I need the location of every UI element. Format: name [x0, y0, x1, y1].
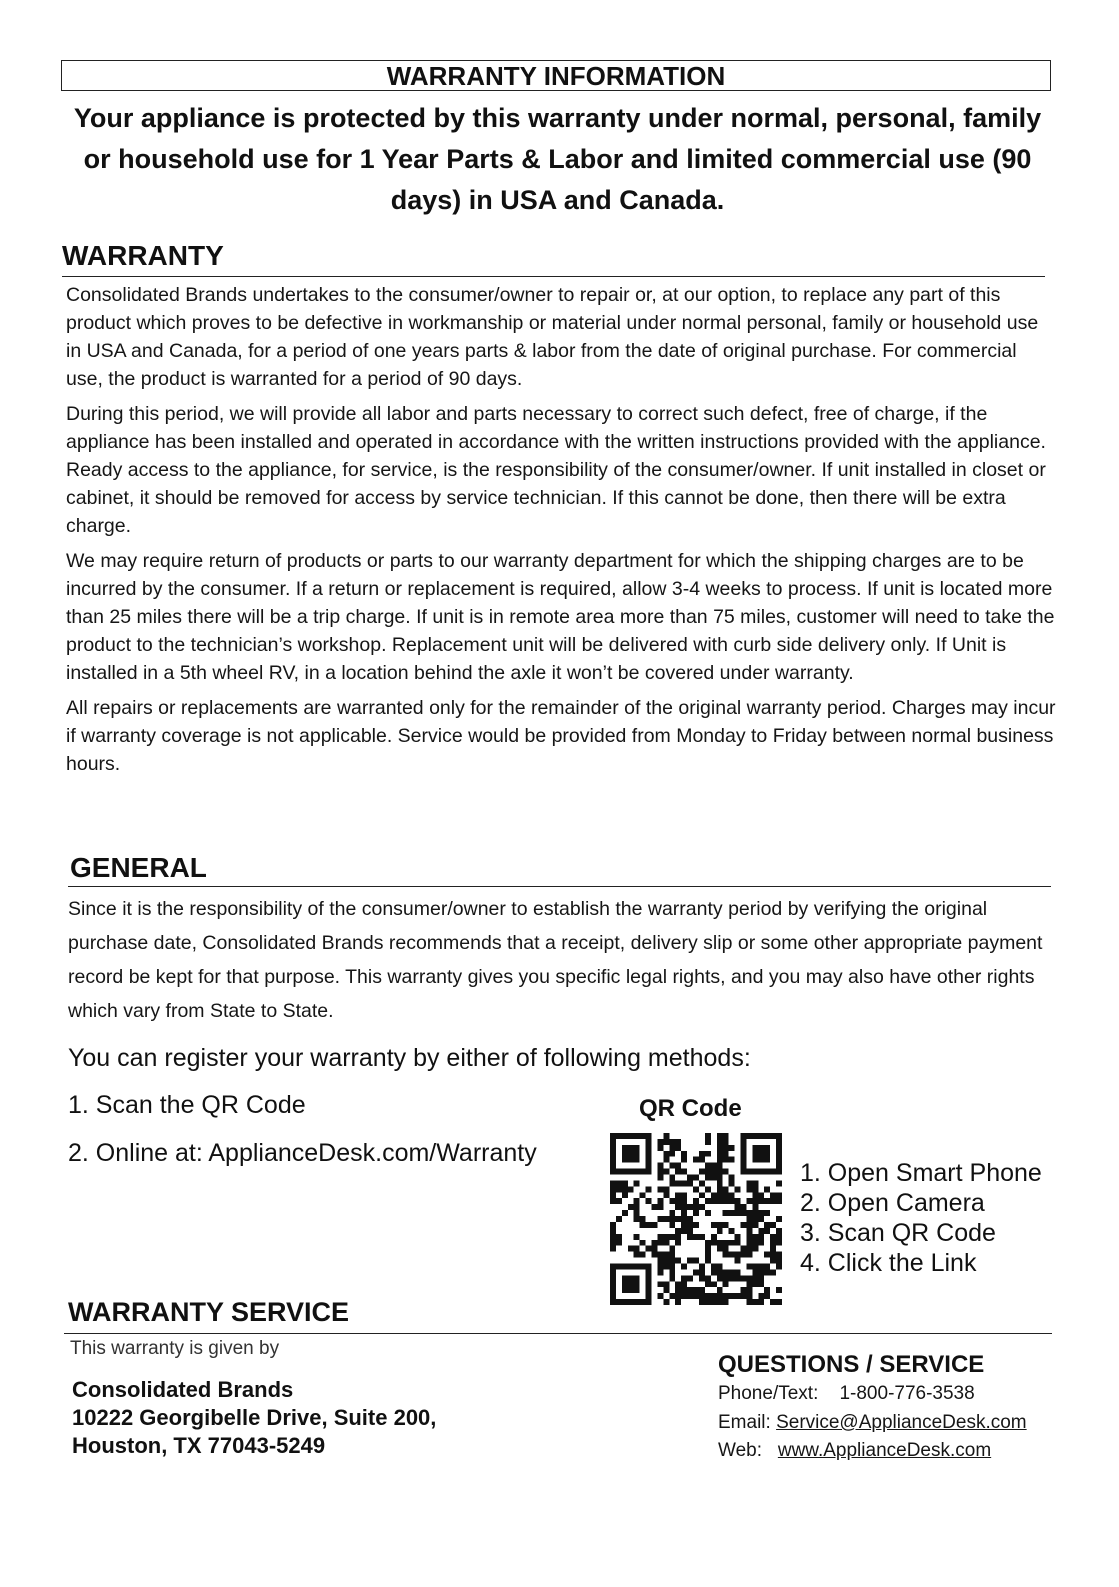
- warranty-paragraph: During this period, we will provide all labor and parts necessary to correct such defect, free of charge, if the appliance has been installed and operated in accordance with the written instructions provided with the appliance. Ready access to the appliance, for service, is the responsibility of the consumer/owner. If unit installed in closet or cabinet, it should be removed for access by service technician. If this cannot be done, then there will be extra charge.: [66, 403, 1046, 537]
- company-address: [72, 1376, 436, 1460]
- warranty-heading: WARRANTY: [62, 240, 224, 271]
- page-title: WARRANTY INFORMATION: [61, 60, 1051, 91]
- warranty-paragraph: All repairs or replacements are warranted only for the remainder of the original warranty period. Charges may incur if warranty coverage is not applicable. Service would be provided from Monday to Friday between normal business hours.: [66, 697, 1056, 775]
- phone-label: Phone/Text:: [718, 1383, 819, 1404]
- qr-code-icon: [610, 1133, 782, 1305]
- warranty-divider: [62, 276, 1045, 277]
- general-body: Since it is the responsibility of the consumer/owner to establish the warranty period by verifying the original purchase date, Consolidated Brands recommends that a receipt, delivery slip or some other appropriate payment record be kept for that purpose. This warranty gives you specific legal rights, and you may also have other rights which vary from State to State.: [68, 898, 1043, 1022]
- intro-statement: Your appliance is protected by this warranty under normal, personal, family or household use for 1 Year Parts & Labor and limited commercial use (90 days) in USA and Canada.: [73, 103, 1042, 215]
- qr-steps: [800, 1158, 1042, 1278]
- service-divider: [64, 1333, 1052, 1334]
- web-row: [718, 1439, 991, 1463]
- email-row: [718, 1411, 1027, 1435]
- qr-code[interactable]: [610, 1133, 782, 1305]
- warranty-paragraph: We may require return of products or parts to our warranty department for which the shipping charges are to be incurred by the consumer. If a return or replacement is required, allow 3-4 weeks to process. If unit is located more than 25 miles there will be a trip charge. If unit is in remote area more than 75 miles, customer will need to take the product to the technician’s workshop. Replacement unit will be delivered with curb side delivery only. If Unit is installed in a 5th wheel RV, in a location behind the axle it won’t be covered under warranty.: [66, 550, 1055, 684]
- company-street: 10222 Georgibelle Drive, Suite 200,: [72, 1405, 437, 1430]
- phone-row: [718, 1382, 975, 1406]
- qr-step: 1. Open Smart Phone: [800, 1159, 1042, 1187]
- register-intro: You can register your warranty by either of following methods:: [68, 1044, 751, 1072]
- method-qr: 1. Scan the QR Code: [68, 1091, 306, 1119]
- company-name: Consolidated Brands: [72, 1377, 294, 1402]
- qr-title: QR Code: [639, 1095, 742, 1122]
- questions-title: QUESTIONS / SERVICE: [718, 1351, 985, 1378]
- qr-step: 4. Click the Link: [800, 1249, 977, 1277]
- phone-number[interactable]: 1-800-776-3538: [839, 1383, 975, 1404]
- web-link[interactable]: www.ApplianceDesk.com: [777, 1440, 992, 1461]
- email-link[interactable]: Service@ApplianceDesk.com: [776, 1412, 1027, 1433]
- method-online: 2. Online at: ApplianceDesk.com/Warranty: [68, 1139, 537, 1167]
- qr-step: 2. Open Camera: [800, 1189, 985, 1217]
- company-city: Houston, TX 77043-5249: [72, 1433, 326, 1458]
- general-heading: GENERAL: [70, 852, 207, 883]
- general-divider: [68, 886, 1051, 887]
- warranty-paragraph: Consolidated Brands undertakes to the consumer/owner to repair or, at our option, to replace any part of this product which proves to be defective in workmanship or material under normal personal, family or household use in USA and Canada, for a period of one years parts & labor from the date of original purchase. For commercial use, the product is warranted for a period of 90 days.: [66, 284, 1039, 390]
- qr-step: 3. Scan QR Code: [800, 1219, 996, 1247]
- email-label: Email:: [718, 1412, 771, 1433]
- service-heading: WARRANTY SERVICE: [68, 1297, 350, 1327]
- warranty-body: [66, 281, 1056, 785]
- given-by-text: This warranty is given by: [70, 1338, 280, 1359]
- web-label: Web:: [718, 1440, 763, 1461]
